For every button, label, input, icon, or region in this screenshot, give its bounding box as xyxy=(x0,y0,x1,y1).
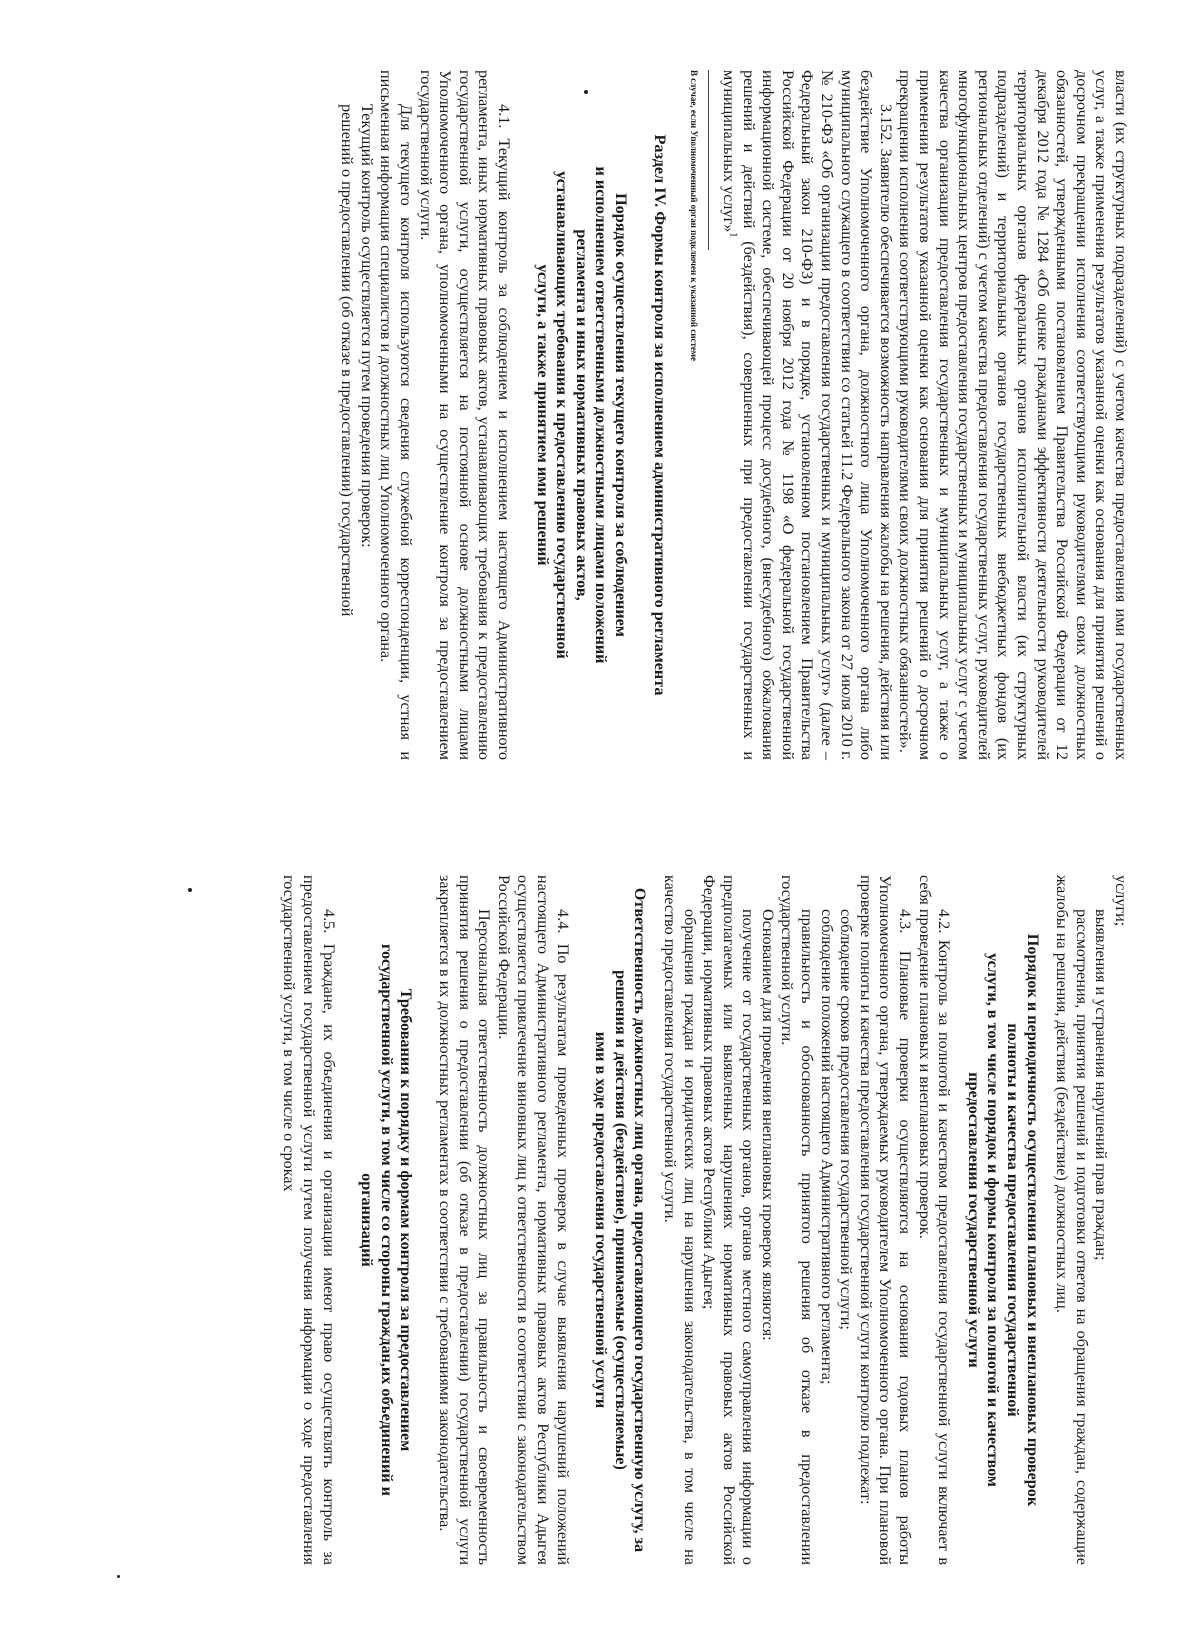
paragraph-4-1: 4.1. Текущий контроль за соблюдением и исполнением настоящего Административного регламента, иных нормативных правовых актов, устанавливающих требования к предоставлению государственной услуги, осуществляется на постоянной основе должностными лицами Уполномоченного органа, уполномоченными на осуществление контроля за предоставлением государственной услуги. xyxy=(416,70,513,760)
heading-line: Ответственность должностных лиц органа, предоставляющего государственную услугу, за решения и действия (бездействие), принимаемые (осуществляемые) xyxy=(611,887,650,1553)
heading-line: и исполнением ответственными должностными лицами положений xyxy=(592,166,611,664)
heading-line: организаций xyxy=(358,1173,377,1267)
heading-line: услуги, а также принятием ими решений xyxy=(533,264,552,566)
heading-line: полноты и качества предоставления государственной xyxy=(1004,1023,1023,1417)
paragraph: Для текущего контроля используются сведения служебной корреспонденции, устная и письменная информация специалистов и должностных лиц Уполномоченного органа. xyxy=(377,70,415,760)
paragraph: выявления и устранения нарушений прав граждан; xyxy=(1092,909,1111,1261)
scan-speck xyxy=(117,1575,120,1578)
paragraph: обращения граждан и юридических лиц на нарушения законодательства, в том числе на качество предоставления государственной услуги. xyxy=(660,875,699,1565)
left-page xyxy=(337,70,1130,760)
paragraph: соблюдение сроков предоставления государственной услуги; xyxy=(837,909,856,1330)
paragraph: Текущий контроль осуществляется путем проведения проверок: xyxy=(357,104,376,548)
paragraph-3-152: 3.152. Заявителю обеспечивается возможность направления жалобы на решения, действия или бездействие Уполномоченного органа, должностного лица Уполномоченного органа либо муниципального служащего в соответствии со статьей 11.2 Федерального закона от 27 июля 2010 г. № 210-ФЗ «Об организации предоставления государственных и муниципальных услуг» (далее – Федеральный закон 210-ФЗ) и в порядке, установленном постановлением Правительства Российской Федерации от 20 ноября 2012 года № 1198 «О федеральной государственной информационной системе, обеспечивающей процесс досудебного, (внесудебного) обжалования решений и действий (бездействия), совершенных при предоставлении государственных и муниципальных услуг»$^1$ xyxy=(720,70,895,760)
paragraph: власти (их структурных подразделений) с учетом качества предоставления ими государственных услуг, а также применения результатов указанной оценки как основания для принятия решений о досрочном прекращении исполнения соответствующими руководителями своих должностных обязанностей, утвержденными постановлением Правительства Российской Федерации от 12 декабря 2012 года № 1284 «Об оценке гражданами эффективности деятельности руководителей территориальных органов федеральных органов исполнительной власти (их структурных подразделений) и территориальных органов государственных внебюджетных фондов (их региональных отделений) с учетом качества предоставления государственных услуг, руководителей многофункциональных центров предоставления государственных и муниципальных услуг с учетом качества организации предоставления государственных и муниципальных услуг, а также о применении результатов указанной оценки как основания для принятия решений о досрочном прекращении исполнения соответствующими руководителями своих должностных обязанностей». xyxy=(896,70,1130,760)
paragraph: решений о предоставлении (об отказе в предоставлении) государственной xyxy=(338,104,357,617)
paragraph-4-3: 4.3. Плановые проверки осуществляются на основании годовых планов работы Уполномоченного органа, утверждаемых руководителем Уполномоченного органа. При плановой проверке полноты и качества предоставления государственной услуги контролю подлежат: xyxy=(856,875,915,1565)
paragraph: Персональная ответственность должностных лиц за правильность и своевременность принятия решения о предоставлении (об отказе в предоставлении) государственной услуги закрепляется в их должностных регламентах в соответствии с требованиями законодательства. xyxy=(436,875,494,1565)
paragraph: получение от государственных органов, органов местного самоуправления информации о предполагаемых или выявленных нарушениях нормативных правовых актов Российской Федерации, нормативных правовых актов Республики Адыгея; xyxy=(700,875,758,1565)
paragraph: услуги; xyxy=(1112,875,1130,927)
heading-line: предоставления государственной услуги xyxy=(964,1072,983,1368)
footnote: В случае, если Уполномоченный орган подключен к указанной системе xyxy=(688,70,699,362)
right-page xyxy=(279,875,1130,1565)
section-title: Раздел IV. Формы контроля за исполнением административного регламента xyxy=(650,134,669,696)
heading-line: Требования к порядку и формам контроля за предоставлением xyxy=(397,988,416,1452)
heading-line: государственной услуги, в том числе со стороны граждан,их объединений и xyxy=(377,944,396,1496)
scan-speck xyxy=(188,888,192,892)
paragraph: соблюдение положений настоящего Административного регламента; xyxy=(817,909,836,1385)
paragraph: правильность и обоснованность принятого решения об отказе в предоставлении государственной услуги. xyxy=(778,875,817,1565)
paragraph-4-5: 4.5. Граждане, их объединения и организации имеют право осуществлять контроль за предоставлением государственной услуги путем получения информации о ходе предоставления государственной услуги, в том числе о сроках xyxy=(280,875,338,1565)
paragraph-4-2: 4.2. Контроль за полнотой и качеством предоставления государственной услуги включает в себя проведение плановых и внеплановых проверок. xyxy=(915,875,954,1565)
heading-line: Порядок осуществления текущего контроля за соблюдением xyxy=(611,193,630,637)
heading-line: услуги, в том числе порядок и формы контроля за полнотой и качеством xyxy=(984,953,1003,1487)
heading-line: Порядок и периодичность осуществления плановых и внеплановых проверок xyxy=(1023,933,1042,1507)
footnote-rule xyxy=(708,70,709,250)
paragraph-4-4: 4.4. По результатам проведенных проверок в случае выявления нарушений положений настоящего Административного регламента, нормативных правовых актов Республики Адыгея осуществляется привлечение виновных лиц к ответственности в соответствии с законодательством Российской Федерации. xyxy=(494,875,572,1565)
paragraph: рассмотрения, принятия решений и подготовки ответов на обращения граждан, содержащие жалобы на решения, действия (бездействие) должностных лиц. xyxy=(1053,875,1091,1565)
heading-line: устанавливающих требования к предоставлению государственной xyxy=(553,171,572,659)
paragraph: Основанием для проведения внеплановых проверок являются: xyxy=(758,909,777,1341)
heading-line: регламента и иных нормативных правовых актов, xyxy=(572,229,591,601)
footnote-marker: 1 xyxy=(727,232,739,238)
heading-line: ими в ходе предоставления государственной услуги xyxy=(592,1031,611,1409)
